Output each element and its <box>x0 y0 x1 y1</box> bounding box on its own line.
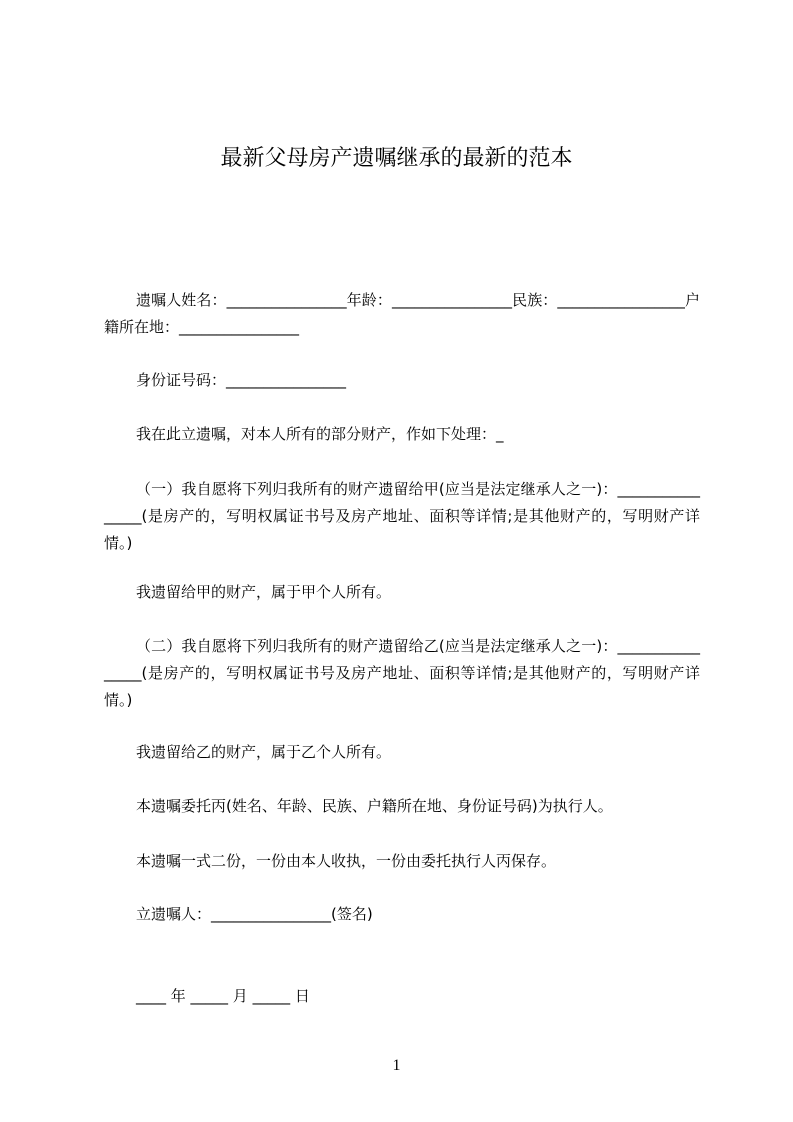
id-number-paragraph: 身份证号码：________________ <box>136 371 347 389</box>
date-line: ____ 年 _____ 月 _____ 日 <box>136 987 310 1005</box>
page-title: 最新父母房产遗嘱继承的最新的范本 <box>220 146 573 171</box>
bequest-a-ownership-paragraph: 我遗留给甲的财产，属于甲个人所有。 <box>136 583 392 601</box>
signature-line: 立遗嘱人：________________(签名) <box>136 905 373 923</box>
testator-info-paragraph: 遗嘱人姓名：________________年龄：________________民族：_________________户籍所在地：________________ <box>104 291 700 336</box>
bequest-a-paragraph: （一）我自愿将下列归我所有的财产遗留给甲(应当是法定继承人之一)：________________(是房产的，写明权属证书号及房产地址、面积等详情;是其他财产的，写明财产详情。) <box>104 480 700 552</box>
bequest-b-paragraph: （二）我自愿将下列归我所有的财产遗留给乙(应当是法定继承人之一)：________________(是房产的，写明权属证书号及房产地址、面积等详情;是其他财产的，写明财产详情。) <box>104 637 700 709</box>
declaration-paragraph: 我在此立遗嘱，对本人所有的部分财产，作如下处理：_ <box>136 425 504 443</box>
executor-paragraph: 本遗嘱委托丙(姓名、年龄、民族、户籍所在地、身份证号码)为执行人。 <box>136 797 613 815</box>
bequest-b-ownership-paragraph: 我遗留给乙的财产，属于乙个人所有。 <box>136 743 392 761</box>
page-number: 1 <box>392 1057 401 1074</box>
copies-paragraph: 本遗嘱一式二份，一份由本人收执，一份由委托执行人丙保存。 <box>136 852 557 870</box>
